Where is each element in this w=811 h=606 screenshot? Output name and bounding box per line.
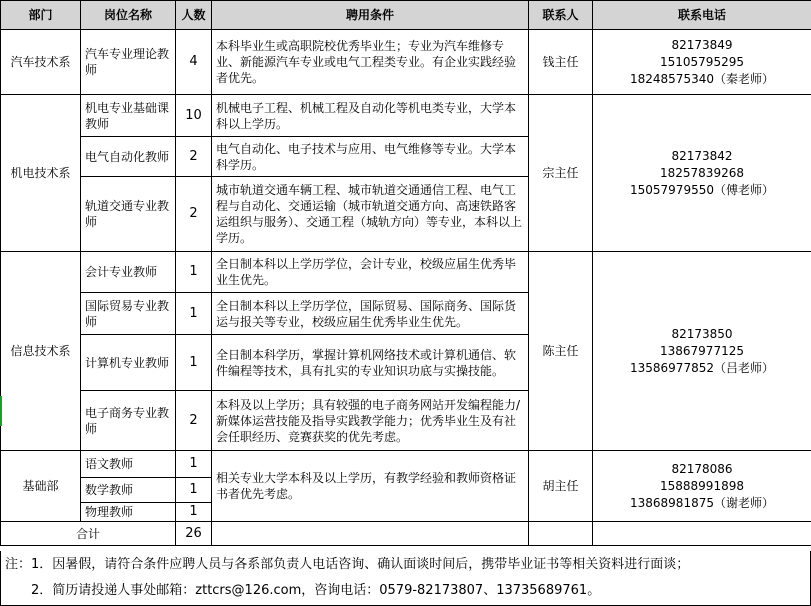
phone-cell: [593, 30, 811, 95]
position-cell: 数学教师: [81, 478, 176, 503]
count-cell: 2: [176, 391, 212, 451]
header-conditions: 聘用条件: [212, 1, 529, 30]
empty-cell: [212, 522, 529, 546]
conditions-cell: 电气自动化、电子技术与应用、电气维修等专业。大学本科学历。: [212, 137, 529, 177]
count-cell: 10: [176, 95, 212, 137]
conditions-cell: 机械电子工程、机械工程及自动化等机电类专业，大学本科以上学历。: [212, 95, 529, 137]
count-cell: 2: [176, 137, 212, 177]
conditions-cell: 全日制本科以上学历学位，会计专业，校级应届生优秀毕业生优先。: [212, 252, 529, 293]
conditions-cell: 城市轨道交通车辆工程、城市轨道交通通信工程、电气工程与自动化、交通运输（城市轨道交通方向、高速铁路客运组织与服务）、交通工程（城轨方向）等专业，本科以上学历。: [212, 177, 529, 252]
dept-cell: 信息技术系: [1, 252, 81, 451]
phone-line: 13868981875（谢老师）: [630, 495, 774, 510]
dept-cell: 基础部: [1, 451, 81, 522]
conditions-cell: 全日制本科以上学历学位，国际贸易、国际商务、国际货运与报关等专业，校级应届生优秀毕业生优先。: [212, 293, 529, 335]
position-cell: 会计专业教师: [81, 252, 176, 293]
phone-line: 13586977852（吕老师）: [630, 360, 774, 375]
empty-cell: [593, 522, 811, 546]
total-count: 26: [176, 522, 212, 546]
position-cell: 国际贸易专业教师: [81, 293, 176, 335]
phone-line: 13867977125: [660, 343, 744, 358]
dept-cell: 汽车技术系: [1, 30, 81, 95]
conditions-cell: 全日制本科学历，掌握计算机网络技术或计算机通信、软件编程等技术，具有扎实的专业知识功底与实操技能。: [212, 335, 529, 391]
header-count: 人数: [176, 1, 212, 30]
header-position: 岗位名称: [81, 1, 176, 30]
phone-cell: [593, 95, 811, 252]
header-phone: 联系电话: [593, 1, 811, 30]
phone-cell: [593, 451, 811, 522]
count-cell: 1: [176, 252, 212, 293]
phone-line: 82178086: [671, 461, 733, 476]
position-cell: 机电专业基础课教师: [81, 95, 176, 137]
phone-line: 82173842: [671, 148, 733, 163]
contact-cell: 钱主任: [529, 30, 593, 95]
total-label: 合计: [1, 522, 176, 546]
header-contact: 联系人: [529, 1, 593, 30]
conditions-cell: 本科毕业生或高职院校优秀毕业生；专业为汽车维修专业、新能源汽车专业或电气工程类专业。有企业实践经验者优先。: [212, 30, 529, 95]
count-cell: 2: [176, 177, 212, 252]
count-cell: 4: [176, 30, 212, 95]
count-cell: 1: [176, 503, 212, 522]
phone-line: 82173849: [671, 37, 733, 52]
contact-cell: 陈主任: [529, 252, 593, 451]
header-dept: 部门: [1, 1, 81, 30]
table-row: [1, 451, 811, 478]
position-cell: 语文教师: [81, 451, 176, 478]
count-cell: 1: [176, 478, 212, 503]
position-cell: 电气自动化教师: [81, 137, 176, 177]
count-cell: 1: [176, 335, 212, 391]
table-row: [1, 95, 811, 137]
conditions-cell: 相关专业大学本科及以上学历，有教学经验和教师资格证书者优先考虑。: [212, 451, 529, 522]
phone-cell: [593, 252, 811, 451]
position-cell: 轨道交通专业教师: [81, 177, 176, 252]
position-cell: 电子商务专业教师: [81, 391, 176, 451]
total-row: [1, 522, 811, 546]
count-cell: 1: [176, 451, 212, 478]
count-cell: 1: [176, 293, 212, 335]
table-row: [1, 30, 811, 95]
conditions-cell: 本科及以上学历；具有较强的电子商务网站开发编程能力/新媒体运营技能及指导实践教学能力；优秀毕业生及有社会任职经历、竞赛获奖的优先考虑。: [212, 391, 529, 451]
notes-section: [0, 551, 811, 606]
dept-cell: 机电技术系: [1, 95, 81, 252]
phone-line: 15057979550（傅老师）: [630, 182, 774, 197]
contact-cell: 宗主任: [529, 95, 593, 252]
position-cell: 汽车专业理论教师: [81, 30, 176, 95]
position-cell: 物理教师: [81, 503, 176, 522]
phone-line: 15888991898: [660, 478, 744, 493]
position-cell: 计算机专业教师: [81, 335, 176, 391]
selection-marker: [0, 396, 2, 426]
contact-cell: 胡主任: [529, 451, 593, 522]
phone-line: 82173850: [671, 326, 733, 341]
note-line-1: 注：1．因暑假，请符合条件应聘人员与各系部负责人电话咨询、确认面谈时间后，携带毕业证书等相关资料进行面谈；: [5, 557, 690, 572]
note-line-2: 2．简历请投递人事处邮箱：zttcrs@126.com，咨询电话：0579-82173807、13735689761。: [31, 583, 601, 598]
phone-line: 15105795295: [660, 54, 744, 69]
empty-cell: [529, 522, 593, 546]
phone-line: 18257839268: [660, 165, 744, 180]
phone-line: 18248575340（秦老师）: [630, 71, 774, 86]
table-row: [1, 252, 811, 293]
header-row: [1, 1, 811, 30]
